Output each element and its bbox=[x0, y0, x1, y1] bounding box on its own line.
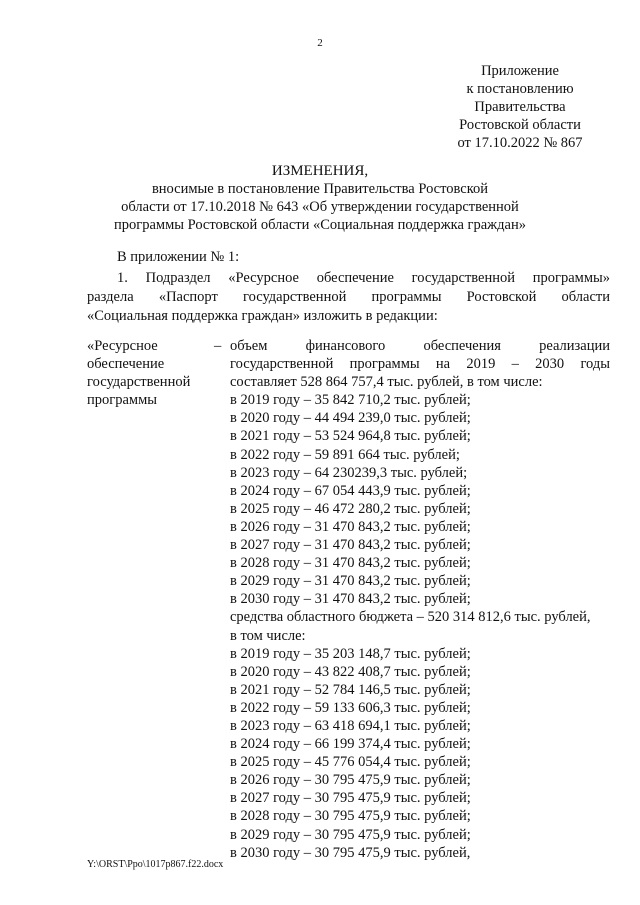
regional-year-line: в 2025 году – 45 776 054,4 тыс. рублей; bbox=[230, 754, 471, 771]
total-year-line: в 2023 году – 64 230239,3 тыс. рублей; bbox=[230, 464, 468, 481]
total-years-list bbox=[230, 391, 610, 608]
total-year-line: в 2026 году – 31 470 843,2 тыс. рублей; bbox=[230, 518, 471, 535]
regional-year-line: в 2023 году – 63 418 694,1 тыс. рублей; bbox=[230, 717, 471, 734]
appendix-line: к постановлению bbox=[466, 81, 574, 97]
title-line: области от 17.10.2018 № 643 «Об утверждении государственной bbox=[121, 199, 519, 215]
funding-intro-line: объем финансового обеспечения реализации bbox=[230, 338, 610, 354]
regional-year-line: в 2020 году – 43 822 408,7 тыс. рублей; bbox=[230, 663, 471, 680]
total-year-line: в 2030 году – 31 470 843,2 тыс. рублей; bbox=[230, 591, 471, 608]
page-number: 2 bbox=[317, 37, 323, 49]
item1-line: раздела «Паспорт государственной программы Ростовской области bbox=[87, 289, 610, 305]
regional-year-line: в 2028 году – 30 795 475,9 тыс. рублей; bbox=[230, 808, 471, 825]
resource-values-column bbox=[230, 337, 610, 862]
appendix-line: Ростовской области bbox=[459, 117, 581, 133]
funding-intro-line: государственной программы на 2019 – 2030 годы bbox=[230, 356, 610, 373]
regional-budget-line: в том числе: bbox=[230, 627, 306, 644]
item1-line: «Социальная поддержка граждан» изложить в редакции: bbox=[87, 308, 438, 324]
resource-label-column bbox=[87, 337, 217, 409]
total-year-line: в 2028 году – 31 470 843,2 тыс. рублей; bbox=[230, 555, 471, 572]
funding-intro-line: составляет 528 864 757,4 тыс. рублей, в том числе: bbox=[230, 374, 543, 391]
total-year-line: в 2025 году – 46 472 280,2 тыс. рублей; bbox=[230, 500, 471, 517]
appendix-line: от 17.10.2022 № 867 bbox=[457, 135, 583, 151]
regional-year-line: в 2030 году – 30 795 475,9 тыс. рублей, bbox=[230, 844, 471, 861]
document-title bbox=[80, 162, 560, 234]
title-line: вносимые в постановление Правительства Ростовской bbox=[151, 181, 489, 197]
regional-year-line: в 2029 году – 30 795 475,9 тыс. рублей; bbox=[230, 826, 471, 843]
total-year-line: в 2024 году – 67 054 443,9 тыс. рублей; bbox=[230, 482, 471, 499]
total-year-line: в 2021 году – 53 524 964,8 тыс. рублей; bbox=[230, 428, 471, 445]
resource-label-line: программы bbox=[87, 392, 157, 408]
resource-label-line: государственной bbox=[87, 374, 191, 390]
regional-year-line: в 2021 году – 52 784 146,5 тыс. рублей; bbox=[230, 681, 471, 698]
regional-year-line: в 2027 году – 30 795 475,9 тыс. рублей; bbox=[230, 790, 471, 807]
regional-year-line: в 2022 году – 59 133 606,3 тыс. рублей; bbox=[230, 699, 471, 716]
file-path-footer: Y:\ORST\Ppo\1017p867.f22.docx bbox=[87, 859, 224, 870]
resource-label-line: «Ресурсное bbox=[87, 338, 158, 354]
total-year-line: в 2019 году – 35 842 710,2 тыс. рублей; bbox=[230, 392, 471, 409]
appendix-block bbox=[430, 62, 610, 152]
regional-budget-line: средства областного бюджета – 520 314 812,6 тыс. рублей, bbox=[230, 609, 591, 626]
total-year-line: в 2022 году – 59 891 664 тыс. рублей; bbox=[230, 446, 460, 463]
regional-year-line: в 2019 году – 35 203 148,7 тыс. рублей; bbox=[230, 645, 471, 662]
intro-paragraph: В приложении № 1: bbox=[117, 249, 240, 265]
title-heading: ИЗМЕНЕНИЯ, bbox=[271, 163, 369, 179]
total-year-line: в 2027 году – 31 470 843,2 тыс. рублей; bbox=[230, 537, 471, 554]
item1-line: 1. Подраздел «Ресурсное обеспечение государственной программы» bbox=[117, 270, 610, 286]
resource-label-line: обеспечение bbox=[87, 356, 165, 372]
title-line: программы Ростовской области «Социальная поддержка граждан» bbox=[114, 217, 526, 233]
column-dash: – bbox=[214, 338, 222, 354]
regional-year-line: в 2024 году – 66 199 374,4 тыс. рублей; bbox=[230, 736, 471, 753]
item1-paragraph bbox=[87, 269, 610, 326]
appendix-line: Приложение bbox=[481, 63, 559, 79]
total-year-line: в 2029 году – 31 470 843,2 тыс. рублей; bbox=[230, 573, 471, 590]
regional-year-line: в 2026 году – 30 795 475,9 тыс. рублей; bbox=[230, 772, 471, 789]
regional-years-list bbox=[230, 645, 610, 862]
total-year-line: в 2020 году – 44 494 239,0 тыс. рублей; bbox=[230, 410, 471, 427]
appendix-line: Правительства bbox=[474, 99, 566, 115]
